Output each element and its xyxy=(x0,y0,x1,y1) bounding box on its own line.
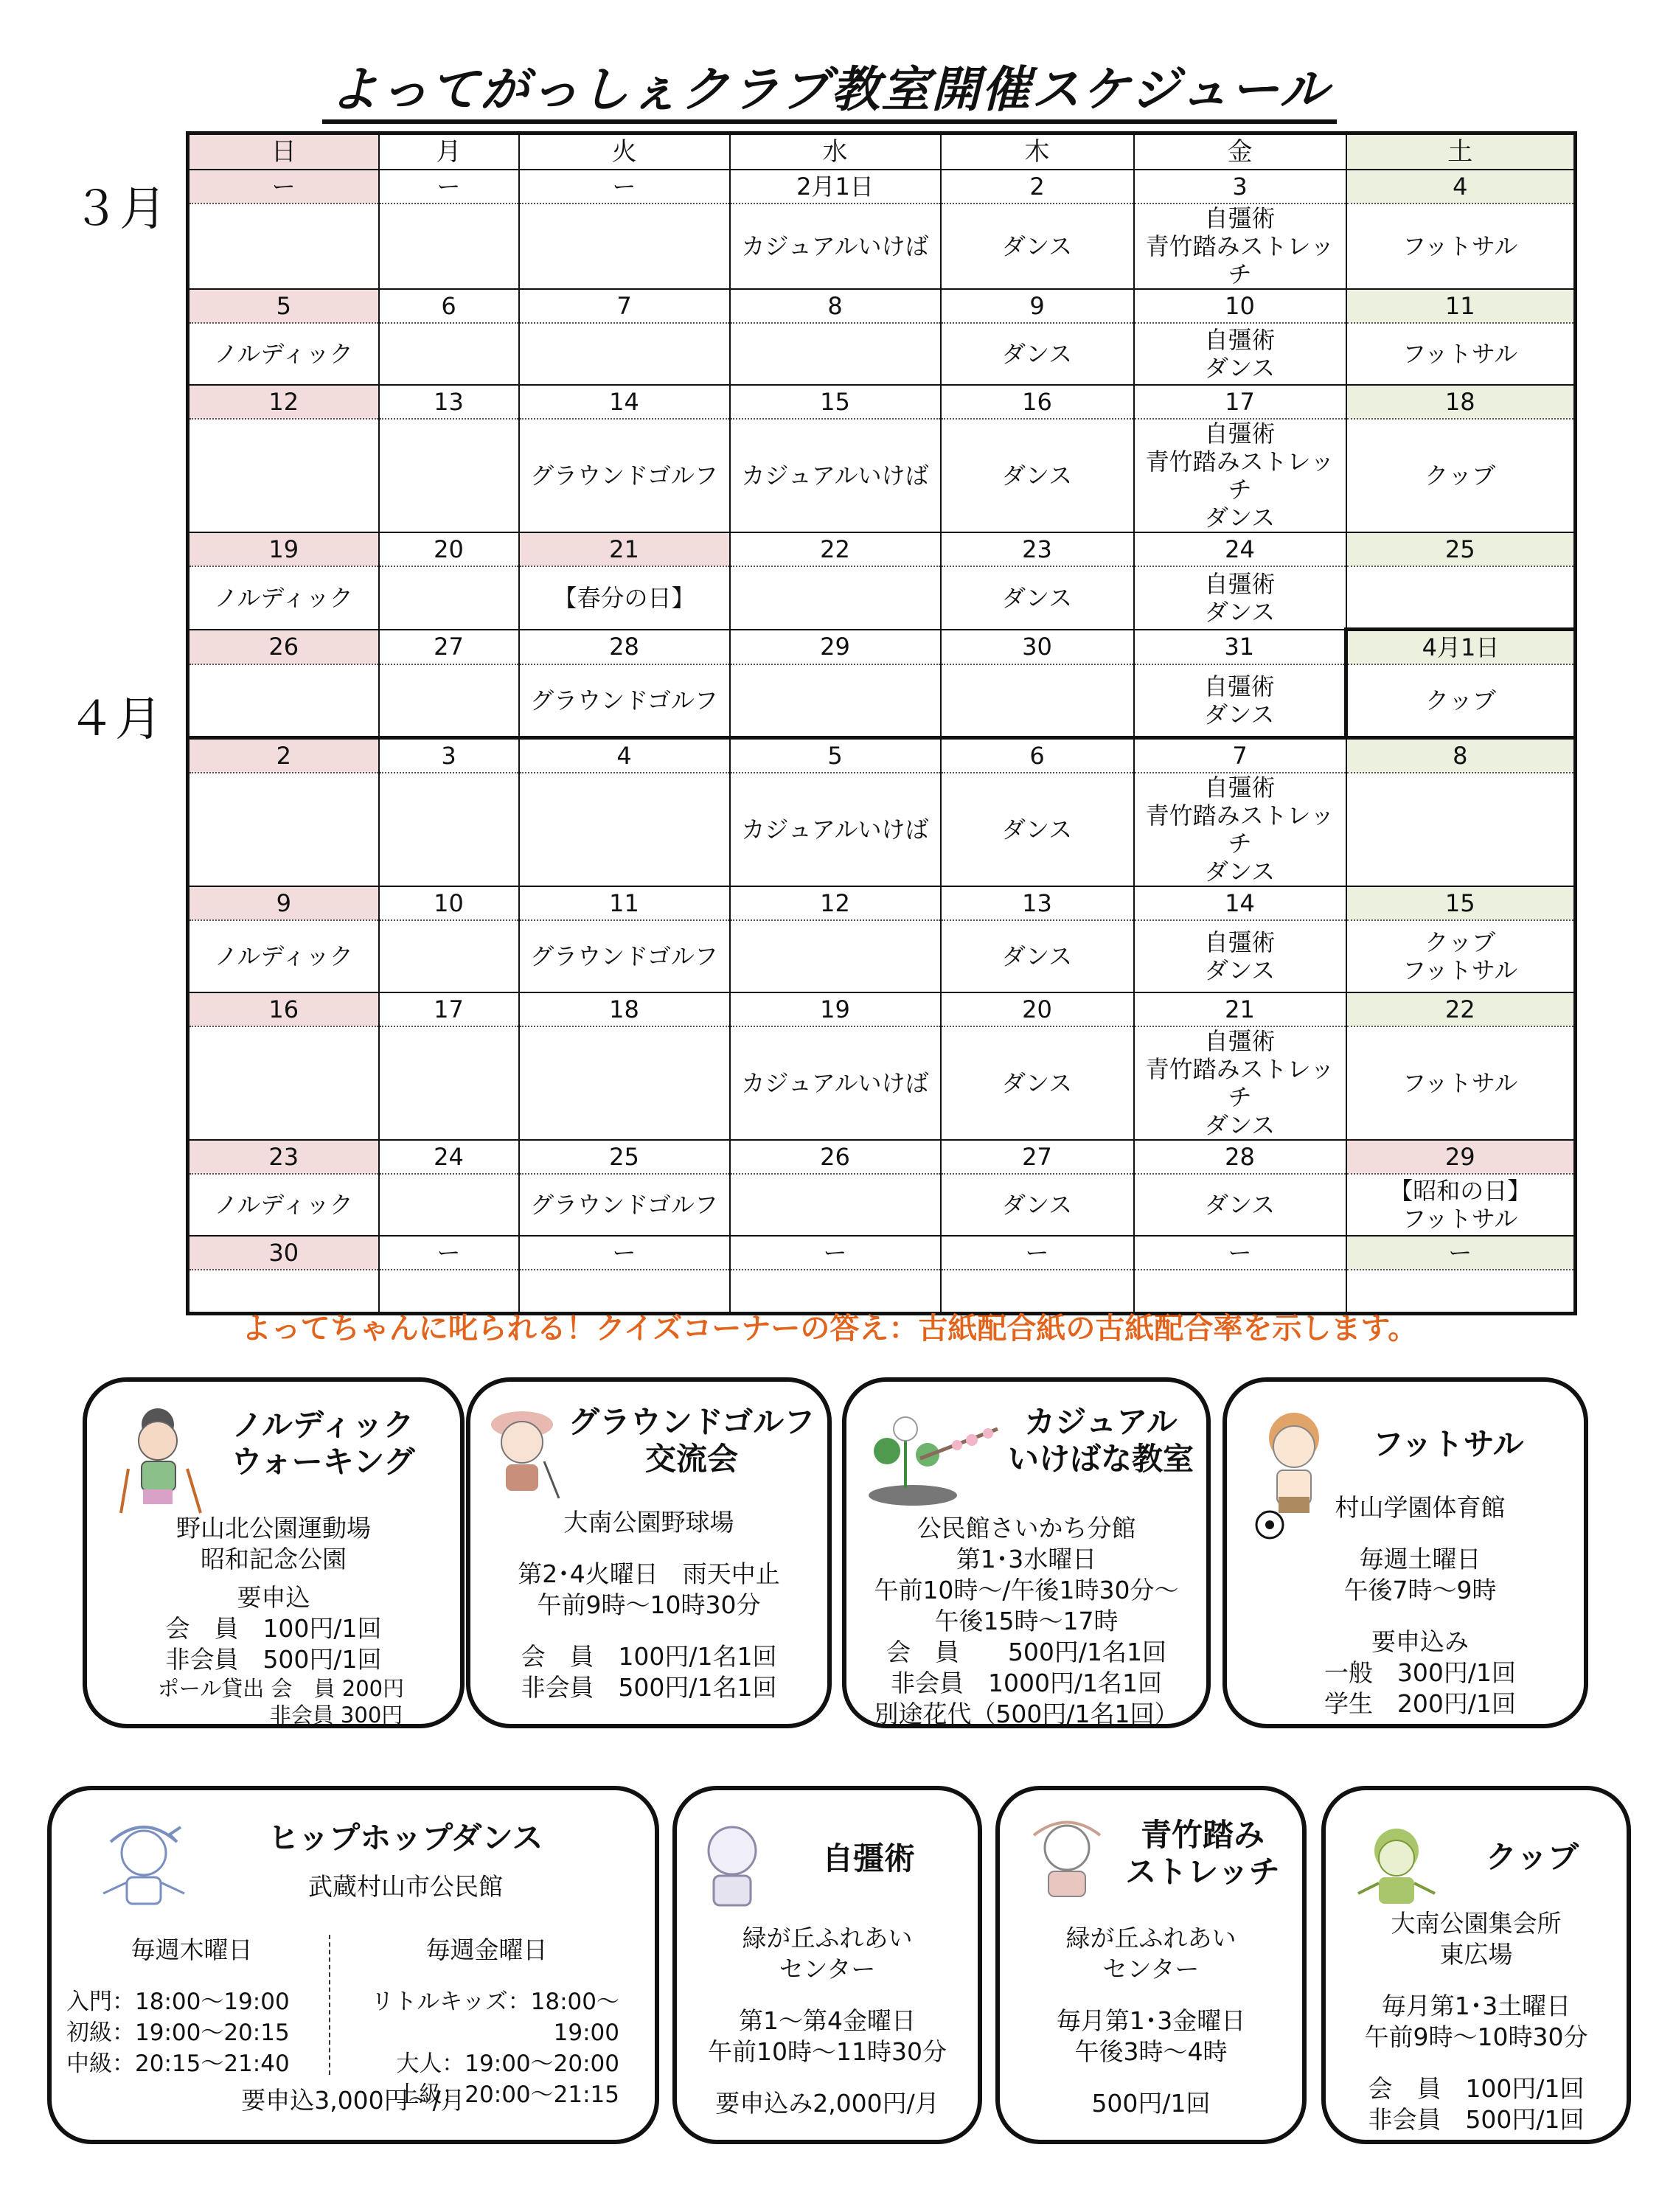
class-box-futsal xyxy=(1222,1377,1588,1728)
event-cell xyxy=(519,1026,730,1140)
hiphop-fee: 要申込3,000円～/月 xyxy=(241,2086,465,2115)
schedule-calendar xyxy=(186,131,1577,1315)
date-cell: 29 xyxy=(1346,1140,1576,1174)
hiphop-venue: 武蔵村山市公民館 xyxy=(308,1872,503,1901)
event-row xyxy=(188,419,1576,532)
event-cell: 自彊術 青竹踏みストレッチ ダンス xyxy=(1134,773,1346,886)
date-cell: 12 xyxy=(730,886,941,920)
event-cell: カジュアルいけば xyxy=(730,773,941,886)
event-cell xyxy=(941,664,1134,738)
futsal-title: フットサル xyxy=(1372,1426,1524,1462)
event-cell: 【春分の日】 xyxy=(519,566,730,630)
aotake-title: 青竹踏み ストレッチ xyxy=(1125,1817,1280,1890)
date-cell: 18 xyxy=(1346,385,1576,419)
date-cell: 15 xyxy=(730,385,941,419)
date-cell: 28 xyxy=(1134,1140,1346,1174)
event-cell: ダンス xyxy=(941,566,1134,630)
date-cell: 6 xyxy=(941,738,1134,773)
event-cell xyxy=(379,1174,519,1236)
weekday-wed: 水 xyxy=(730,133,941,170)
event-cell: クッブ フットサル xyxy=(1346,920,1576,992)
date-cell: 23 xyxy=(188,1140,379,1174)
kubb-title: クッブ xyxy=(1485,1839,1579,1875)
event-cell: ノルディック xyxy=(188,920,379,992)
futsal-details: 村山学園体育館 毎週土曜日 午後7時～9時 要申込み 一般 300円/1回 学生 200円/1回 xyxy=(1324,1493,1517,1718)
class-box-hiphop xyxy=(47,1786,659,2144)
event-cell: ダンス xyxy=(941,419,1134,532)
nordic-details: 野山北公園運動場 昭和記念公園 要申込 会 員 100円/1回 非会員 500円/1回 ポール貸出 会 員 200円 非会員 300円 xyxy=(157,1514,405,1728)
stretching-icon xyxy=(1019,1809,1115,1905)
event-cell: 自彊術 青竹踏みストレッチ ダンス xyxy=(1134,1026,1346,1140)
walker-icon xyxy=(114,1402,209,1520)
event-cell: カジュアルいけば xyxy=(730,204,941,289)
class-box-nordic xyxy=(83,1377,465,1728)
date-cell: 27 xyxy=(941,1140,1134,1174)
event-cell: カジュアルいけば xyxy=(730,1026,941,1140)
event-cell xyxy=(519,323,730,385)
event-cell: ノルディック xyxy=(188,1174,379,1236)
date-cell: 10 xyxy=(1134,289,1346,323)
hiphop-thu-lines: 入門：18:00～19:00 初級：19:00～20:15 中級：20:15～21:40 xyxy=(66,1989,290,2077)
event-cell: ノルディック xyxy=(188,566,379,630)
event-row xyxy=(188,773,1576,886)
date-row xyxy=(188,1140,1576,1174)
date-cell: 26 xyxy=(730,1140,941,1174)
event-cell xyxy=(730,920,941,992)
event-row xyxy=(188,664,1576,738)
event-cell: フットサル xyxy=(1346,204,1576,289)
page-title: よってがっしぇクラブ教室開催スケジュール xyxy=(0,50,1659,120)
event-cell: ノルディック xyxy=(188,323,379,385)
date-row xyxy=(188,170,1576,204)
event-row xyxy=(188,204,1576,289)
date-cell: 3 xyxy=(379,738,519,773)
event-cell: ダンス xyxy=(941,920,1134,992)
event-cell xyxy=(188,204,379,289)
hiphop-fri-head: 毎週金曜日 xyxy=(425,1935,548,1964)
class-box-aotake xyxy=(995,1786,1307,2144)
date-row xyxy=(188,630,1576,665)
event-cell xyxy=(188,1026,379,1140)
date-cell: ー xyxy=(1134,1236,1346,1270)
date-cell: 4月1日 xyxy=(1346,630,1576,665)
event-cell: 自彊術 青竹踏みストレッチ xyxy=(1134,204,1346,289)
weekday-fri: 金 xyxy=(1134,133,1346,170)
event-cell: クッブ xyxy=(1346,419,1576,532)
event-cell: カジュアルいけば xyxy=(730,419,941,532)
ikebana-details: 公民館さいかち分館 第1･3水曜日 午前10時～/午後1時30分～ 午後15時～17時 会 員 500円/1名1回 非会員 1000円/1名1回 別途花代（500円/1名1回） xyxy=(874,1514,1179,1728)
event-cell: 自彊術 ダンス xyxy=(1134,323,1346,385)
date-cell: 16 xyxy=(941,385,1134,419)
kubb-player-icon xyxy=(1352,1823,1441,1911)
date-cell: ー xyxy=(1346,1236,1576,1270)
date-cell: ー xyxy=(379,1236,519,1270)
date-cell: 8 xyxy=(730,289,941,323)
weekday-header-row xyxy=(188,133,1576,170)
hiphop-thu-head: 毎週木曜日 xyxy=(131,1935,253,1964)
hiphop-divider xyxy=(329,1935,330,2075)
event-cell: ダンス xyxy=(941,1174,1134,1236)
date-cell: 15 xyxy=(1346,886,1576,920)
weekday-mon: 月 xyxy=(379,133,519,170)
event-cell: グラウンドゴルフ xyxy=(519,419,730,532)
date-row xyxy=(188,992,1576,1026)
date-cell: 4 xyxy=(1346,170,1576,204)
date-cell: 27 xyxy=(379,630,519,665)
date-cell: 21 xyxy=(519,532,730,566)
event-cell xyxy=(379,566,519,630)
date-cell: ー xyxy=(730,1236,941,1270)
date-cell: 12 xyxy=(188,385,379,419)
date-cell: 18 xyxy=(519,992,730,1026)
event-cell: ダンス xyxy=(941,323,1134,385)
month-label-april: ４月 xyxy=(68,692,162,747)
date-cell: 2月1日 xyxy=(730,170,941,204)
hiphop-fri-lines: リトルキッズ：18:00～19:00 大人：19:00～20:00 上級：20:00～21:15 xyxy=(371,1989,619,2108)
nordic-title: ノルディック ウォーキング xyxy=(231,1407,415,1480)
event-cell: ダンス xyxy=(941,204,1134,289)
event-cell xyxy=(379,323,519,385)
event-cell xyxy=(379,419,519,532)
event-cell xyxy=(379,664,519,738)
jikyo-details: 緑が丘ふれあい センター 第1～第4金曜日 午前10時～11時30分 要申込み2,000円/月 xyxy=(708,1924,947,2118)
event-cell: フットサル xyxy=(1346,323,1576,385)
event-cell xyxy=(379,1026,519,1140)
date-row xyxy=(188,289,1576,323)
event-cell xyxy=(519,773,730,886)
date-cell: ー xyxy=(941,1236,1134,1270)
event-cell xyxy=(188,773,379,886)
date-cell: 22 xyxy=(730,532,941,566)
event-row xyxy=(188,323,1576,385)
ikebana-title: カジュアル いけばな教室 xyxy=(1007,1404,1194,1477)
date-cell: 13 xyxy=(941,886,1134,920)
date-cell: 5 xyxy=(730,738,941,773)
dancer-icon xyxy=(96,1812,192,1916)
event-cell: グラウンドゴルフ xyxy=(519,920,730,992)
event-cell xyxy=(1346,566,1576,630)
weekday-tue: 火 xyxy=(519,133,730,170)
date-cell: 25 xyxy=(519,1140,730,1174)
event-row xyxy=(188,1026,1576,1140)
date-cell: ー xyxy=(519,1236,730,1270)
event-cell: フットサル xyxy=(1346,1026,1576,1140)
date-cell: 26 xyxy=(188,630,379,665)
date-cell: ー xyxy=(519,170,730,204)
event-cell xyxy=(730,323,941,385)
weekday-thu: 木 xyxy=(941,133,1134,170)
kubb-details: 大南公園集会所 東広場 毎月第1･3土曜日 午前9時～10時30分 会 員 100円/1回 非会員 500円/1回 xyxy=(1364,1909,1588,2134)
date-cell: 9 xyxy=(188,886,379,920)
aotake-details: 緑が丘ふれあい センター 毎月第1･3金曜日 午後3時～4時 500円/1回 xyxy=(1056,1924,1246,2118)
event-cell: 自彊術 ダンス xyxy=(1134,664,1346,738)
date-cell: 29 xyxy=(730,630,941,665)
date-cell: 17 xyxy=(379,992,519,1026)
date-cell: 30 xyxy=(188,1236,379,1270)
date-cell: 30 xyxy=(941,630,1134,665)
date-cell: 9 xyxy=(941,289,1134,323)
event-cell xyxy=(188,664,379,738)
date-cell: 13 xyxy=(379,385,519,419)
date-cell: 14 xyxy=(519,385,730,419)
date-cell: 24 xyxy=(1134,532,1346,566)
date-row xyxy=(188,738,1576,773)
class-box-kubb xyxy=(1321,1786,1631,2144)
date-cell: 11 xyxy=(519,886,730,920)
event-row xyxy=(188,920,1576,992)
quiz-answer: よってちゃんに叱られる！クイズコーナーの答え：古紙配合紙の古紙配合率を示します。 xyxy=(241,1312,1418,1346)
event-cell xyxy=(730,664,941,738)
event-cell: 自彊術 青竹踏みストレッチ ダンス xyxy=(1134,419,1346,532)
class-box-ikebana xyxy=(842,1377,1211,1728)
date-cell: ー xyxy=(188,170,379,204)
event-cell xyxy=(519,204,730,289)
event-cell xyxy=(379,773,519,886)
event-cell: 自彊術 ダンス xyxy=(1134,566,1346,630)
date-cell: 11 xyxy=(1346,289,1576,323)
date-cell: 16 xyxy=(188,992,379,1026)
date-cell: 24 xyxy=(379,1140,519,1174)
date-cell: 23 xyxy=(941,532,1134,566)
date-cell: 8 xyxy=(1346,738,1576,773)
date-cell: 17 xyxy=(1134,385,1346,419)
date-cell: 2 xyxy=(941,170,1134,204)
event-cell: グラウンドゴルフ xyxy=(519,664,730,738)
date-cell: 7 xyxy=(1134,738,1346,773)
weekday-sun: 日 xyxy=(188,133,379,170)
event-cell: 自彊術 ダンス xyxy=(1134,920,1346,992)
date-cell: 19 xyxy=(188,532,379,566)
date-row xyxy=(188,532,1576,566)
event-cell xyxy=(730,566,941,630)
class-box-ground-golf xyxy=(466,1377,832,1728)
golf-title: グラウンドゴルフ 交流会 xyxy=(568,1404,815,1477)
event-cell xyxy=(1346,773,1576,886)
date-cell: 14 xyxy=(1134,886,1346,920)
date-cell: 19 xyxy=(730,992,941,1026)
event-cell xyxy=(188,419,379,532)
event-cell: ダンス xyxy=(941,1026,1134,1140)
date-cell: 31 xyxy=(1134,630,1346,665)
event-cell: グラウンドゴルフ xyxy=(519,1174,730,1236)
date-cell: 20 xyxy=(379,532,519,566)
event-row xyxy=(188,566,1576,630)
jikyo-person-icon xyxy=(692,1820,773,1916)
date-cell: 22 xyxy=(1346,992,1576,1026)
date-cell: 3 xyxy=(1134,170,1346,204)
date-cell: 2 xyxy=(188,738,379,773)
event-cell: ダンス xyxy=(1134,1174,1346,1236)
event-cell xyxy=(379,920,519,992)
month-label-march: ３月 xyxy=(72,182,167,237)
date-cell: 21 xyxy=(1134,992,1346,1026)
date-cell: 20 xyxy=(941,992,1134,1026)
event-row xyxy=(188,1174,1576,1236)
event-cell xyxy=(730,1174,941,1236)
event-cell xyxy=(379,204,519,289)
event-cell: ダンス xyxy=(941,773,1134,886)
event-cell: クッブ xyxy=(1346,664,1576,738)
date-cell: 5 xyxy=(188,289,379,323)
date-row xyxy=(188,886,1576,920)
golf-details: 大南公園野球場 第2･4火曜日 雨天中止 午前9時～10時30分 会 員 100円/1名1回 非会員 500円/1名1回 xyxy=(518,1508,780,1702)
flower-arrangement-icon xyxy=(861,1399,1001,1510)
event-cell: 【昭和の日】 フットサル xyxy=(1346,1174,1576,1236)
date-cell: 4 xyxy=(519,738,730,773)
weekday-sat: 土 xyxy=(1346,133,1576,170)
date-row xyxy=(188,1236,1576,1270)
date-cell: ー xyxy=(379,170,519,204)
date-cell: 28 xyxy=(519,630,730,665)
hiphop-title: ヒップホップダンス xyxy=(268,1820,543,1856)
date-cell: 6 xyxy=(379,289,519,323)
date-row xyxy=(188,385,1576,419)
jikyo-title: 自彊術 xyxy=(821,1840,915,1877)
date-cell: 25 xyxy=(1346,532,1576,566)
date-cell: 10 xyxy=(379,886,519,920)
date-cell: 7 xyxy=(519,289,730,323)
class-box-jikyo xyxy=(672,1786,982,2144)
